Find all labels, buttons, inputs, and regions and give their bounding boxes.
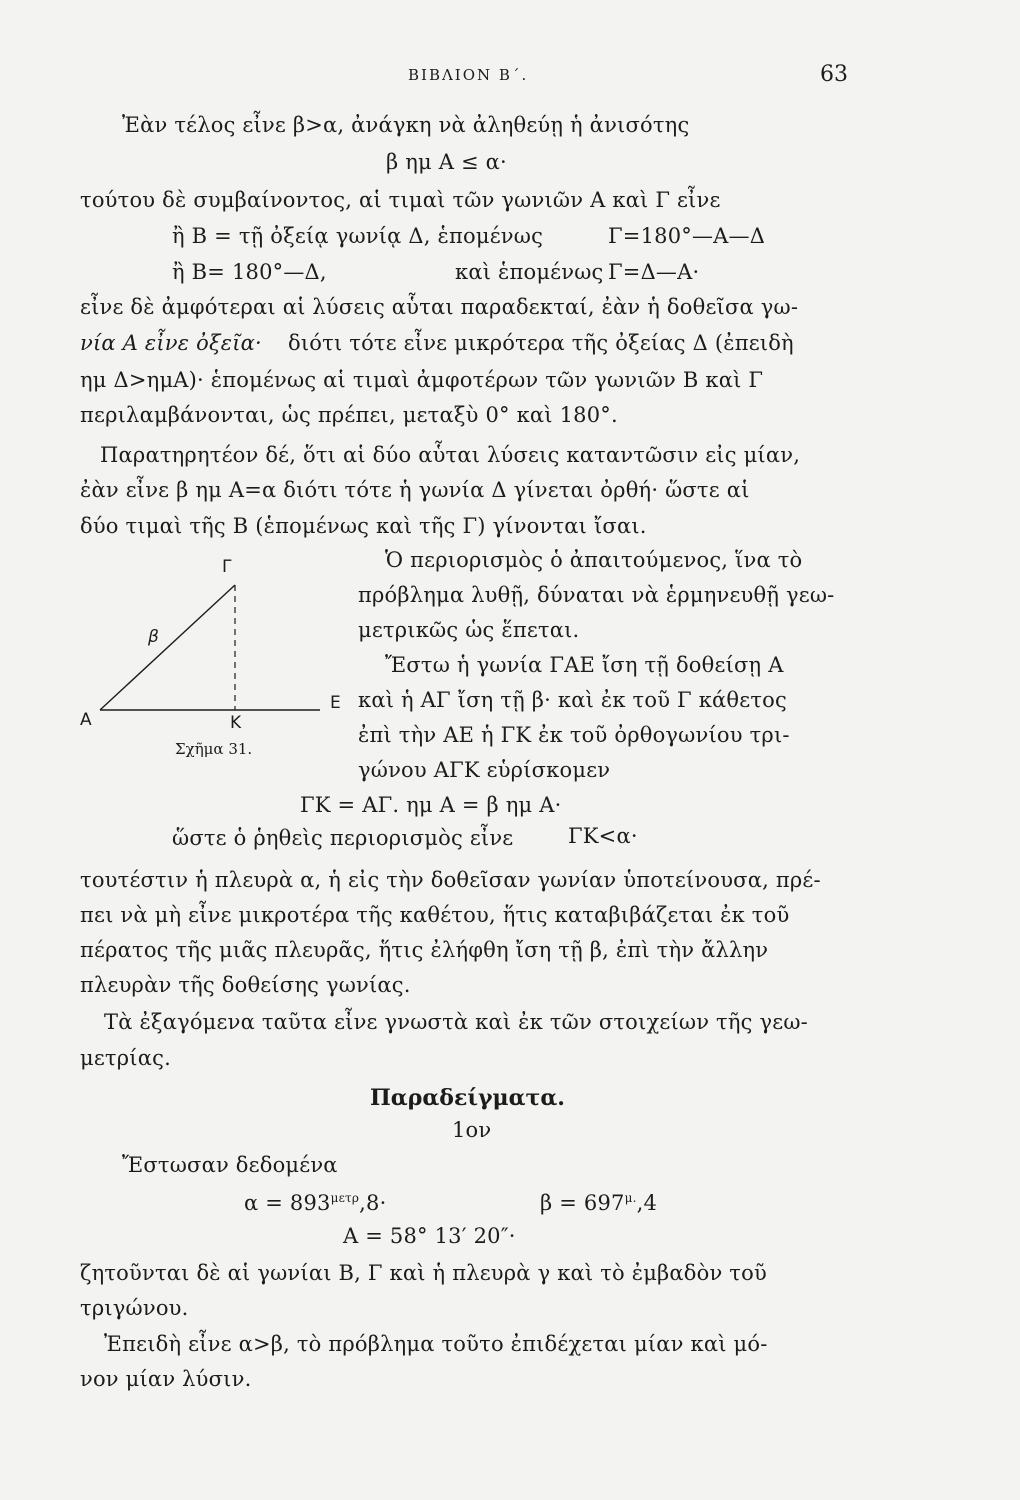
- formula-line: β ημ A ≤ α·: [386, 150, 507, 174]
- formula-line: ἢ B= 180°—Δ,: [172, 260, 327, 284]
- beta-frac: ,4: [636, 1191, 658, 1215]
- angle-value: A = 58° 13′ 20″·: [343, 1224, 516, 1248]
- figure-31: [80, 555, 370, 765]
- text-line: τουτέστιν ἡ πλευρὰ α, ἡ εἰς τὴν δοθεῖσαν γωνίαν ὑποτείνουσα, πρέ-: [80, 868, 821, 892]
- page-number: 63: [820, 62, 848, 87]
- text-line: πρόβλημα λυθῇ, δύναται νὰ ἑρμηνευθῇ γεω-: [358, 583, 835, 607]
- running-header: ΒΙΒΛΙΟΝ Β΄.: [408, 66, 529, 84]
- alpha-main: α = 893: [244, 1191, 331, 1215]
- formula-line: ΓK = AΓ. ημ A = β ημ A·: [300, 793, 562, 817]
- beta-unit: μ.: [624, 1191, 637, 1205]
- text-line: Τὰ ἐξαγόμενα ταῦτα εἶνε γνωστὰ καὶ ἐκ τῶν στοιχείων τῆς γεω-: [104, 1010, 808, 1034]
- text-line: καὶ ἑπομένως: [455, 260, 604, 284]
- label-beta: β: [148, 627, 159, 647]
- triangle-diagram: [80, 555, 370, 765]
- label-A: A: [80, 710, 92, 730]
- text-line: εἶνε δὲ ἀμφότεραι αἱ λύσεις αὗται παραδεκταί, ἐὰν ἡ δοθεῖσα γω-: [80, 295, 799, 319]
- text-line: ὥστε ὁ ῥηθεὶς περιορισμὸς εἶνε: [172, 826, 514, 850]
- text-line: τούτου δὲ συμβαίνοντος, αἱ τιμαὶ τῶν γωνιῶν A καὶ Γ εἶνε: [80, 188, 721, 212]
- example-number: 1ον: [452, 1118, 492, 1142]
- text-line: Ἐπειδὴ εἶνε α>β, τὸ πρόβλημα τοῦτο ἐπιδέχεται μίαν καὶ μό-: [104, 1332, 768, 1356]
- text-line-italic: νία A εἶνε ὀξεῖα·: [80, 331, 262, 355]
- formula-line: Γ=180°—A—Δ: [608, 224, 766, 248]
- alpha-unit: μετρ: [330, 1191, 360, 1205]
- formula-line: ΓK<α·: [568, 824, 638, 848]
- text-line: γώνου AΓK εὑρίσκομεν: [358, 758, 611, 782]
- text-line: διότι τότε εἶνε μικρότερα τῆς ὀξείας Δ (ἐπειδὴ: [288, 331, 794, 355]
- text-line: μετρικῶς ὡς ἕπεται.: [358, 618, 580, 642]
- label-E: E: [330, 693, 341, 713]
- formula-line: ἢ B = τῇ ὀξείᾳ γωνίᾳ Δ, ἑπομένως: [172, 224, 544, 248]
- text-line: Ἐὰν τέλος εἶνε β>α, ἀνάγκη νὰ ἀληθεύῃ ἡ ἀνισότης: [122, 113, 690, 137]
- text-line: ἐπὶ τὴν AE ἡ ΓK ἐκ τοῦ ὀρθογωνίου τρι-: [358, 723, 790, 747]
- beta-main: β = 697: [540, 1191, 625, 1215]
- text-line: πλευρὰν τῆς δοθείσης γωνίας.: [80, 973, 411, 997]
- text-line: ημ Δ>ημA)· ἑπομένως αἱ τιμαὶ ἀμφοτέρων τῶν γωνιῶν B καὶ Γ: [80, 368, 764, 392]
- text-line: πέρατος τῆς μιᾶς πλευρᾶς, ἥτις ἐλήφθη ἴση τῇ β, ἐπὶ τὴν ἄλλην: [80, 938, 769, 962]
- examples-heading: Παραδείγματα.: [370, 1085, 565, 1111]
- text-line: τριγώνου.: [80, 1296, 189, 1320]
- label-gamma: Γ: [222, 557, 232, 577]
- figure-caption: Σχῆμα 31.: [175, 740, 253, 758]
- beta-value: [540, 1192, 657, 1214]
- text-line: δύο τιμαὶ τῆς B (ἑπομένως καὶ τῆς Γ) γίνονται ἴσαι.: [80, 514, 647, 538]
- text-line: μετρίας.: [80, 1046, 171, 1070]
- alpha-frac: ,8·: [359, 1191, 387, 1215]
- text-line: ἐὰν εἶνε β ημ A=α διότι τότε ἡ γωνία Δ γίνεται ὀρθή· ὥστε αἱ: [80, 478, 750, 502]
- text-line: καὶ ἡ AΓ ἴση τῇ β· καὶ ἐκ τοῦ Γ κάθετος: [358, 688, 787, 712]
- text-line: Ὁ περιορισμὸς ὁ ἀπαιτούμενος, ἵνα τὸ: [385, 548, 803, 572]
- formula-line: Γ=Δ—A·: [608, 260, 700, 284]
- text-line: πει νὰ μὴ εἶνε μικροτέρα τῆς καθέτου, ἥτις καταβιβάζεται ἐκ τοῦ: [80, 903, 790, 927]
- alpha-value: [244, 1192, 386, 1214]
- text-line: ζητοῦνται δὲ αἱ γωνίαι B, Γ καὶ ἡ πλευρὰ γ καὶ τὸ ἐμβαδὸν τοῦ: [80, 1261, 767, 1285]
- text-line: Παρατηρητέον δέ, ὅτι αἱ δύο αὗται λύσεις καταντῶσιν εἰς μίαν,: [100, 443, 801, 467]
- text-line: νον μίαν λύσιν.: [80, 1367, 252, 1391]
- text-line: περιλαμβάνονται, ὡς πρέπει, μεταξὺ 0° καὶ 180°.: [80, 403, 618, 427]
- text-line: Ἔστωσαν δεδομένα: [122, 1153, 338, 1177]
- text-line: Ἔστω ἡ γωνία ΓAE ἴση τῇ δοθείσῃ A: [385, 653, 784, 677]
- label-K: K: [230, 713, 242, 733]
